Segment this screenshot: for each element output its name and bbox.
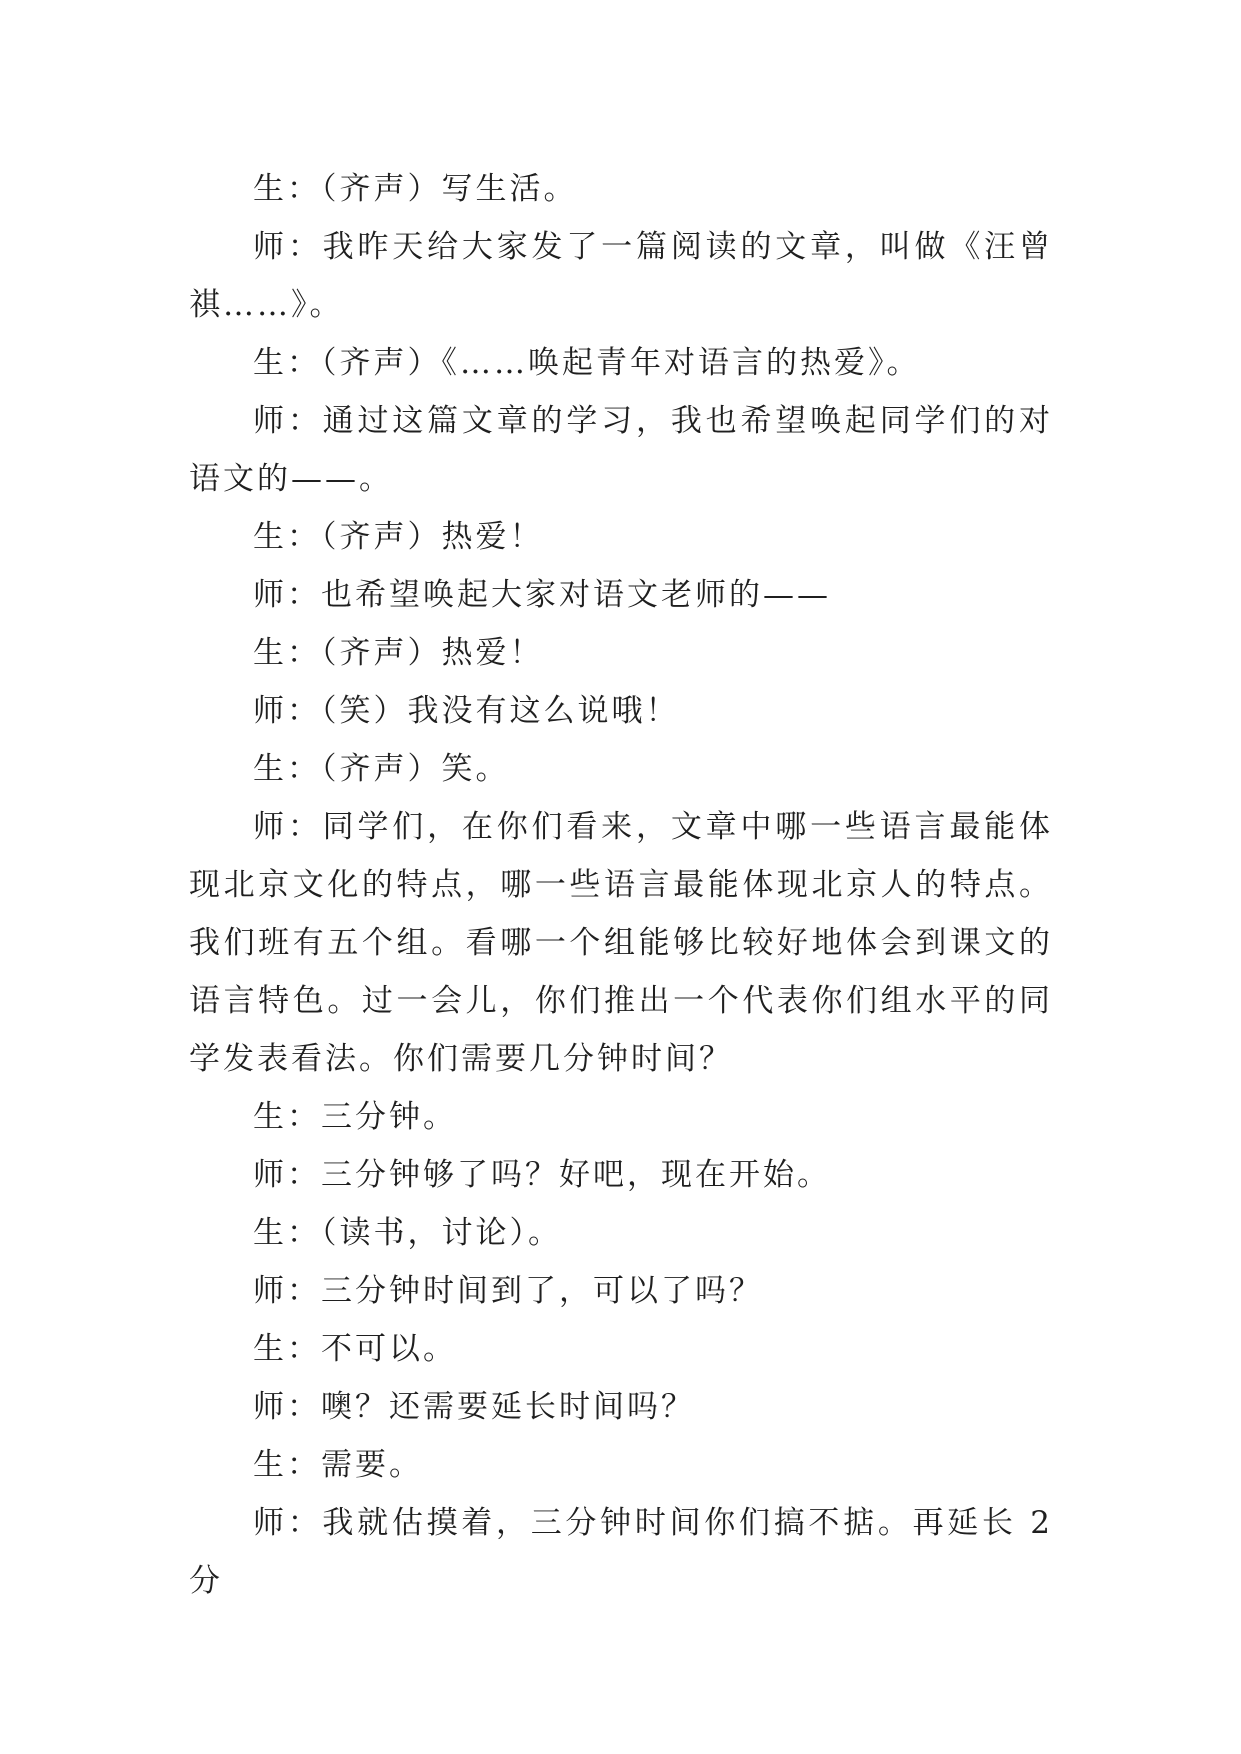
dialogue-line: 师：也希望唤起大家对语文老师的—— bbox=[253, 577, 831, 613]
dialogue-line: 生：不可以。 bbox=[253, 1331, 457, 1367]
dialogue-line: 师：通过这篇文章的学习，我也希望唤起同学们的对语文的——。 bbox=[189, 403, 1053, 497]
dialogue-line: 师：我昨天给大家发了一篇阅读的文章，叫做《汪曾祺……》。 bbox=[189, 229, 1053, 323]
dialogue-line: 生：（齐声）写生活。 bbox=[253, 171, 578, 207]
dialogue-line: 生：（齐声）《……唤起青年对语言的热爱》。 bbox=[253, 345, 921, 381]
dialogue-line: 生：（读书，讨论）。 bbox=[253, 1215, 562, 1251]
dialogue-line: 师：三分钟时间到了，可以了吗？ bbox=[253, 1273, 763, 1309]
dialogue-body bbox=[189, 160, 1053, 1610]
dialogue-line: 生：（齐声）热爱！ bbox=[253, 635, 544, 671]
dialogue-line: 生：（齐声）笑。 bbox=[253, 751, 510, 787]
dialogue-line: 师：噢？还需要延长时间吗？ bbox=[253, 1389, 695, 1425]
dialogue-line: 师：三分钟够了吗？好吧，现在开始。 bbox=[253, 1157, 831, 1193]
dialogue-line: 师：我就估摸着，三分钟时间你们搞不掂。再延长 2 分 bbox=[189, 1505, 1053, 1599]
dialogue-line: 师：（笑）我没有这么说哦！ bbox=[253, 693, 680, 729]
dialogue-line: 生：（齐声）热爱！ bbox=[253, 519, 544, 555]
dialogue-line: 师：同学们，在你们看来，文章中哪一些语言最能体现北京文化的特点，哪一些语言最能体现北京人的特点。我们班有五个组。看哪一个组能够比较好地体会到课文的语言特色。过一会儿，你们推出一个代表你们组水平的同学发表看法。你们需要几分钟时间？ bbox=[189, 809, 1053, 1077]
dialogue-line: 生：三分钟。 bbox=[253, 1099, 457, 1135]
dialogue-line: 生：需要。 bbox=[253, 1447, 423, 1483]
